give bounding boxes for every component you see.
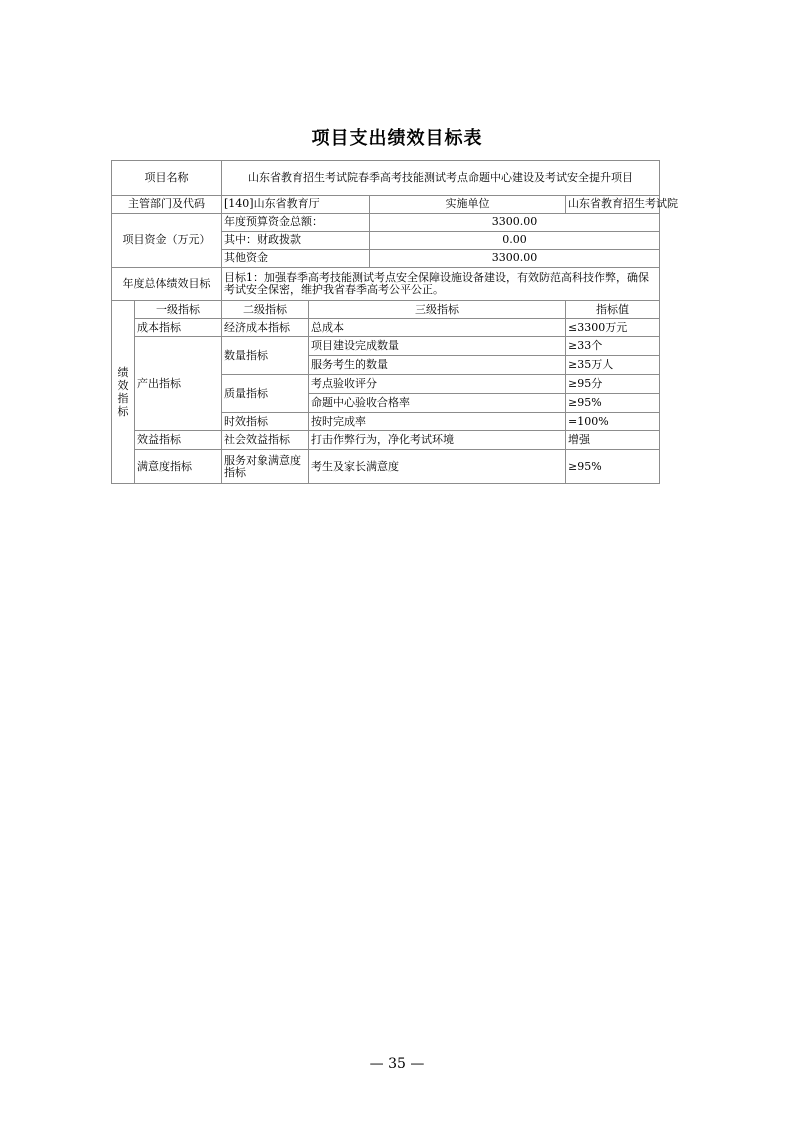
quantity-level3: 服务考生的数量: [309, 356, 566, 375]
section-char: 效: [117, 379, 129, 393]
project-name-row: [112, 161, 660, 196]
header-level3: 三级指标: [309, 301, 566, 319]
header-value: 指标值: [566, 301, 660, 319]
timeliness-value: =100%: [566, 413, 660, 431]
annual-goal-label: 年度总体绩效目标: [112, 267, 222, 301]
cost-level3: 总成本: [309, 319, 566, 337]
indicator-row-satisfaction: [112, 450, 660, 484]
project-name-value: 山东省教育招生考试院春季高考技能测试考点命题中心建设及考试安全提升项目: [222, 161, 660, 196]
department-value: [140]山东省教育厅: [222, 195, 370, 213]
header-level1: 一级指标: [135, 301, 222, 319]
implementing-unit-label: 实施单位: [370, 195, 566, 213]
timeliness-level3: 按时完成率: [309, 413, 566, 431]
section-char: 绩: [117, 366, 129, 380]
benefit-level3: 打击作弊行为，净化考试环境: [309, 431, 566, 450]
implementing-unit-value: 山东省教育招生考试院: [566, 195, 660, 213]
funds-fiscal-label: 其中：财政拨款: [222, 231, 370, 249]
quantity-value: ≥33个: [566, 337, 660, 356]
header-level2: 二级指标: [222, 301, 309, 319]
quality-level3: 考点验收评分: [309, 375, 566, 394]
quality-value: ≥95%: [566, 394, 660, 413]
section-char: 指: [117, 392, 129, 406]
benefit-value: 增强: [566, 431, 660, 450]
indicator-section-label: [112, 301, 135, 484]
benefit-level1: 效益指标: [135, 431, 222, 450]
quality-level2: 质量指标: [222, 375, 309, 413]
quality-level3: 命题中心验收合格率: [309, 394, 566, 413]
quality-value: ≥95分: [566, 375, 660, 394]
output-level1: 产出指标: [135, 337, 222, 431]
indicator-row-cost: [112, 319, 660, 337]
indicator-row-quantity-1: [112, 337, 660, 356]
funds-fiscal-value: 0.00: [370, 231, 660, 249]
quantity-level3: 项目建设完成数量: [309, 337, 566, 356]
funds-total-label: 年度预算资金总额：: [222, 213, 370, 231]
funds-other-label: 其他资金: [222, 249, 370, 267]
department-label: 主管部门及代码: [112, 195, 222, 213]
project-name-label: 项目名称: [112, 161, 222, 196]
department-row: [112, 195, 660, 213]
satisfaction-value: ≥95%: [566, 450, 660, 484]
page-title: 项目支出绩效目标表: [311, 128, 483, 149]
annual-goal-row: [112, 267, 660, 301]
funds-total-value: 3300.00: [370, 213, 660, 231]
satisfaction-level1: 满意度指标: [135, 450, 222, 484]
cost-level1: 成本指标: [135, 319, 222, 337]
quantity-value: ≥35万人: [566, 356, 660, 375]
quantity-level2: 数量指标: [222, 337, 309, 375]
benefit-level2: 社会效益指标: [222, 431, 309, 450]
annual-goal-value: 目标1：加强春季高考技能测试考点安全保障设施设备建设，有效防范高科技作弊，确保考试安全保密，维护我省春季高考公平公正。: [222, 267, 660, 301]
indicator-row-benefit: [112, 431, 660, 450]
satisfaction-level3: 考生及家长满意度: [309, 450, 566, 484]
performance-target-table: [111, 160, 678, 484]
funds-other-value: 3300.00: [370, 249, 660, 267]
satisfaction-level2: 服务对象满意度指标: [222, 450, 309, 484]
indicator-header-row: [112, 301, 660, 319]
cost-value: ≤3300万元: [566, 319, 660, 337]
timeliness-level2: 时效指标: [222, 413, 309, 431]
cost-level2: 经济成本指标: [222, 319, 309, 337]
funds-row-total: [112, 213, 660, 231]
funds-label: 项目资金（万元）: [112, 213, 222, 267]
page-number: — 35 —: [369, 1056, 425, 1072]
section-char: 标: [117, 405, 129, 419]
